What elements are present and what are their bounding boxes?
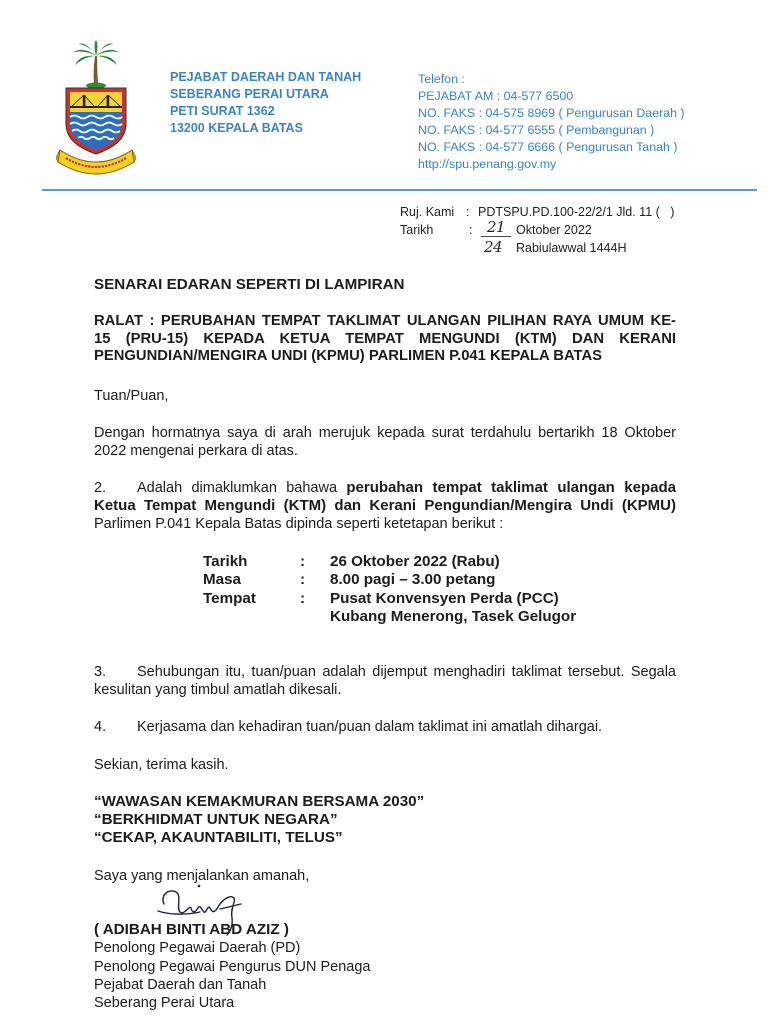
slogan: “WAWASAN KEMAKMURAN BERSAMA 2030” [94,793,425,810]
detail-label: Tempat [203,589,256,607]
header-divider [42,189,757,191]
detail-colon: : [300,589,306,607]
paragraph-line-text [137,479,676,497]
paragraph-line-text: Sehubungan itu, tuan/puan adalah dijemput menghadiri taklimat tersebut. Segala [137,664,676,680]
recipient-line: SENARAI EDARAN SEPERTI DI LAMPIRAN [94,276,405,293]
date-month-year: Oktober 2022 [516,223,592,237]
paragraph-4 [94,718,676,736]
subject-line: PENGUNDIAN/MENGIRA UNDI (KPMU) PARLIMEN P.041 KEPALA BATAS [94,348,603,365]
sign-off: Saya yang menjalankan amanah, [94,868,310,884]
ref-label: Ruj. Kami [400,205,455,219]
paragraph-text: Adalah dimaklumkan bahawa [137,480,338,496]
contact-fax-development: NO. FAKS : 04-577 6555 ( Pembangunan ) [418,123,655,137]
date-day-value: 21 [481,218,511,237]
paragraph-line: kesulitan yang timbul amatlah dikesali. [94,682,342,698]
paragraph-line: 2022 mengenai perkara di atas. [94,443,298,459]
hijri-day-handwritten: 24 [484,238,503,256]
signatory-title: Penolong Pegawai Daerah (PD) [94,940,301,957]
detail-row-venue-address [203,608,576,626]
detail-row-venue [203,590,576,608]
contact-details [418,71,685,173]
hijri-month-year: Rabiulawwal 1444H [516,241,627,255]
contact-phone-label: Telefon : [418,72,465,86]
contact-general-office: PEJABAT AM : 04-577 6500 [418,89,574,103]
paragraph-line [94,663,676,681]
paragraph-number: 2. [94,480,107,496]
detail-row-date [203,553,576,571]
contact-website: http://spu.penang.gov.my [418,157,557,171]
date-day-handwritten [481,218,511,237]
detail-value: 8.00 pagi – 3.00 petang [330,571,496,589]
paragraph-2 [94,479,676,533]
briefing-details [203,553,576,627]
paragraph-line: Dengan hormatnya saya di arah merujuk kepada surat terdahulu bertarikh 18 Oktober [94,425,676,441]
subject-line: RALAT : PERUBAHAN TEMPAT TAKLIMAT ULANGAN PILIHAN RAYA UMUM KE- [94,313,676,329]
detail-colon: : [300,571,306,589]
handwritten-signature [150,874,250,938]
date-colon: : [469,223,473,237]
slogan: “BERKHIDMAT UNTUK NEGARA” [94,811,338,828]
detail-value: Kubang Menerong, Tasek Gelugor [330,608,577,626]
detail-label: Masa [203,571,241,589]
paragraph-line [94,718,676,736]
detail-value: 26 Oktober 2022 (Rabu) [330,553,500,570]
paragraph-bold-line: Ketua Tempat Mengundi (KTM) dan Kerani Pengundian/Mengira Undi (KPMU) [94,497,676,514]
slogans [94,793,676,847]
paragraph-number: 3. [94,664,107,680]
detail-colon: : [300,553,306,570]
contact-fax-district: NO. FAKS : 04-575 8969 ( Pengurusan Daerah ) [418,106,685,120]
penang-coat-of-arms-icon [56,40,136,180]
signatory-district: Seberang Perai Utara [94,995,235,1012]
paragraph-bold-text: perubahan tempat taklimat ulangan kepada [346,479,676,496]
slogan: “CEKAP, AKAUNTABILITI, TELUS” [94,829,343,846]
office-postcode: 13200 KEPALA BATAS [170,121,303,135]
paragraph-line-text: Kerjasama dan kehadiran tuan/puan dalam taklimat ini amatlah dihargai. [137,719,603,735]
signatory-name: ( ADIBAH BINTI ABD AZIZ ) [94,921,289,938]
office-address [170,69,361,137]
signatory-office: Pejabat Daerah dan Tanah [94,976,267,993]
paragraph-line: Parlimen P.041 Kepala Batas dipinda seperti ketetapan berikut : [94,516,504,532]
detail-value: Pusat Konvensyen Perda (PCC) [330,589,559,607]
office-name: PEJABAT DAERAH DAN TANAH [170,70,362,84]
paragraph-1 [94,424,676,460]
signatory-title: Penolong Pegawai Pengurus DUN Penaga [94,958,371,975]
ref-colon: : [466,205,470,219]
detail-row-time [203,571,576,589]
paragraph-3 [94,663,676,699]
paragraph-line [94,479,676,497]
ref-number: PDTSPU.PD.100-22/2/1 Jld. 11 ( ) [478,205,675,219]
contact-fax-land: NO. FAKS : 04-577 6666 ( Pengurusan Tanah ) [418,140,678,154]
office-district: SEBERANG PERAI UTARA [170,87,329,101]
date-label: Tarikh [400,223,434,237]
subject-heading [94,313,676,366]
office-po-box: PETI SURAT 1362 [170,104,275,118]
paragraph-number: 4. [94,719,107,735]
salutation: Tuan/Puan, [94,388,169,404]
closing-line: Sekian, terima kasih. [94,757,229,773]
subject-line: 15 (PRU-15) KEPADA KETUA TEMPAT MENGUNDI (KTM) DAN KERANI [94,330,676,347]
detail-label: Tarikh [203,553,248,570]
